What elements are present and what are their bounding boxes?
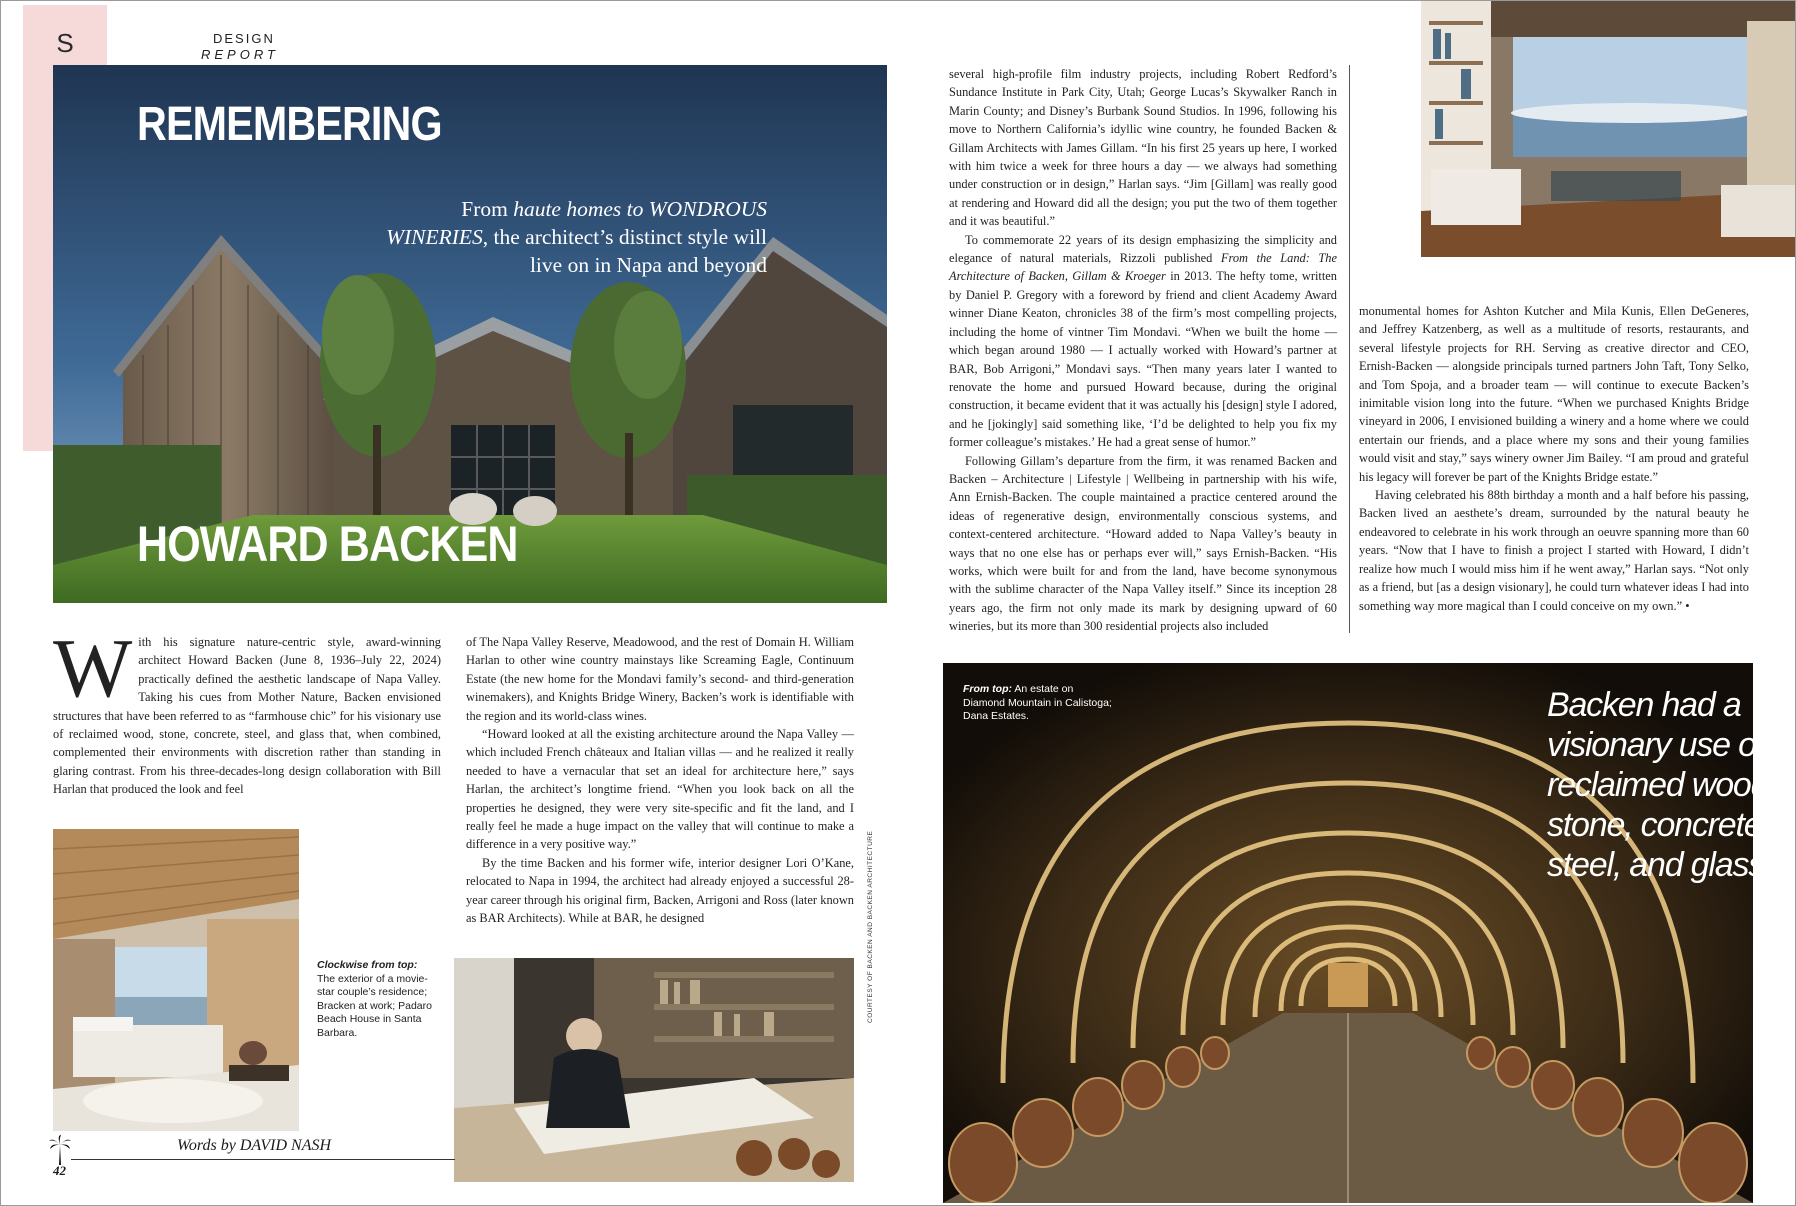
paragraph-text: Having celebrated his 88th birthday a month and a half before his passing, Backen lived an aesthete’s dream, surrounded by the natural beauty he endeavored to celebrate in his work through an oeuvre spanning more than 60 years. “Now that I have to finish a project I started with Howard, I didn’t realize how much I would miss him if he went away,” Harlan says. “Not only as a friend, but [as a design visionary], he could turn whatever ideas I had into something way more magical than I could conceive on my own.” [1359,488,1749,613]
caption-lead: From top: [963,683,1012,695]
paragraph-text: To commemorate 22 years of its design emphasizing the simplicity and elegance of natural materials, Rizzoli published [949,232,1337,266]
palm-tree-icon [49,1135,71,1165]
paragraph [53,622,441,799]
byline-author: DAVID NASH [239,1137,332,1154]
article-column-3 [949,65,1337,636]
caption-text: An estate on Diamond Mountain in Calistoga; Dana Estates. [963,683,1112,723]
article-column-1 [53,622,441,799]
drop-cap: W [53,622,133,715]
photo-padaro-beach-house [53,829,299,1131]
paragraph: monumental homes for Ashton Kutcher and Mila Kunis, Ellen DeGeneres, and Jeffrey Katzenberg, as well as a multitude of resorts, restaurants, and several lifestyle projects for RH. Serving as creative director and CEO, Ernish-Backen — alongside principals turned partners John Taft, Tony Selko, and Tom Spoja, and a broader team — will continue to execute Backen’s inimitable vision long into the future. “When we purchased Knights Bridge vineyard in 2006, I envisioned building a winery and a home where we could entertain our friends, and a place where my sons and their young families would visit and stay,” says winery owner Jim Bailey. “I am proud and grateful his legacy will forever be part of the Knights Bridge estate.” [1359,304,1749,484]
photo-credit: COURTESY OF BACKEN AND BACKEN ARCHITECTURE [867,830,874,1023]
headline-remembering: REMEMBERING [137,98,442,151]
paragraph-text: in 2013. The hefty tome, written by Daniel P. Gregory with a foreword by friend and client Academy Award winner Diane Keaton, chronicles 38 of the firm’s most compelling projects, including the home of vintner Tim Mondavi. “When we built the home — which began around 1980 — I actually worked with Howard’s partner at BAR, Bob Arrigoni,” Mondavi says. “Then many years later I wanted to renovate the home and pursued Howard because, during the original construction, it became evident that it was actually his [design] style I adored, and he [jokingly] said something like, ‘I’d be delighted to help you fix my former colleague’s mistakes.’ He had a great sense of humor.” [949,269,1337,450]
paragraph [949,231,1337,452]
headline-name: HOWARD BACKEN [137,516,518,572]
kicker-design: DESIGN [213,31,275,46]
caption-lead: Clockwise from top: [317,959,418,971]
paragraph-text: ith his signature nature-centric style, award-winning architect Howard Backen (June 8, 1936–July 22, 2024) practically defined the aesthetic landscape of Napa Valley. Taking his cues from Mother Nature, Backen envisioned structures that have been referred to as “farmhouse chic” for his visionary use of reclaimed wood, stone, concrete, steel, and glass that, when combined, complemented their environments with discretion rather than standing in glaring contrast. From his three-decades-long design collaboration with Bill Harlan that produced the look and feel [53,635,441,797]
byline [177,1137,331,1155]
book-title: From the Land: The Architecture of Backen, Gillam & Kroeger [949,251,1337,284]
caption-right [963,683,1113,724]
caption-left [317,959,437,1041]
paragraph: “Howard looked at all the existing architecture around the Napa Valley — which included French châteaux and Italian villas — and he realized it really needed to have a vernacular that set an ideal for architecture here,” says Harlan, the architect’s longtime friend. “When you look back on all the properties he designed, they were very site-specific and fit the land, and I really feel he made a huge impact on the valley that will continue to make a difference in a very positive way.” [466,727,854,852]
photo-backen-at-work [454,958,854,1182]
article-column-4 [1359,302,1749,615]
caption-text: The exterior of a movie-star couple’s residence; Bracken at work; Padaro Beach House in Santa Barbara. [317,972,432,1039]
deck-part: , the architect’s distinct style will live on in Napa and beyond [482,225,767,277]
kicker-report: REPORT [201,47,279,62]
paragraph: of The Napa Valley Reserve, Meadowood, and the rest of Domain H. William Harlan to other wine country mainstays like Screaming Eagle, Continuum Estate (the new home for the Mondavi family’s second- and third-generation winemakers), and Knights Bridge Winery, Backen’s work is identifiable with the region and its world-class wines. [466,635,854,723]
tab-letter: S [56,28,74,58]
article-column-2 [466,633,854,928]
byline-prefix: Words by [177,1137,240,1154]
paragraph: By the time Backen and his former wife, interior designer Lori O’Kane, relocated to Napa in 1994, the architect had already enjoyed a successful 28-year career through his original firm, Backen, Arrigoni and Ross (later known as BAR Architects). While at BAR, he designed [466,855,854,926]
paragraph [1359,486,1749,615]
paragraph: several high-profile film industry projects, including Robert Redford’s Sundance Institute in Park City, Utah; George Lucas’s Skywalker Ranch in Marin County; and Disney’s Burbank Sound Studios. In 1996, following his move to Northern California’s idyllic wine country, he founded Backen & Gillam Architects with James Gillam. “In his first 25 years up here, I worked with him twice a week for three hours a day — we always had something under construction or in design,” Harlan says. “Jim [Gillam] was really good at rendering and Howard did all the design; you put the two of them together and it was beautiful.” [949,67,1337,229]
byline-rule [71,1159,455,1160]
pull-quote: Backen had a visionary use of reclaimed wood, stone, concrete, steel, and glass. [1547,686,1777,884]
deck [361,195,767,279]
deck-part: From [461,197,514,221]
paragraph: Following Gillam’s departure from the firm, it was renamed Backen and Backen – Architecture | Lifestyle | Wellbeing in partnership with his wife, Ann Ernish-Backen. The couple maintained a practice centered around the ideas of regenerative design, environmentally conscious systems, and context-centered architecture. “Howard added to Napa Valley’s beauty in ways that no one else has or perhaps ever will,” says Ernish-Backen. “His works, which were built for and from the land, have become synonymous with the sublime character of the Napa Valley itself.” Since its inception 28 years ago, the firm not only made its mark by designing upward of 60 wineries, but its more than 300 residential projects also included [949,453,1337,634]
end-mark: • [1682,598,1690,613]
page-number: 42 [53,1163,66,1178]
column-rule [1349,65,1350,633]
photo-diamond-mountain-estate [1421,1,1795,257]
deck-italic: haute homes to WONDROUS WINERIES [386,197,767,249]
